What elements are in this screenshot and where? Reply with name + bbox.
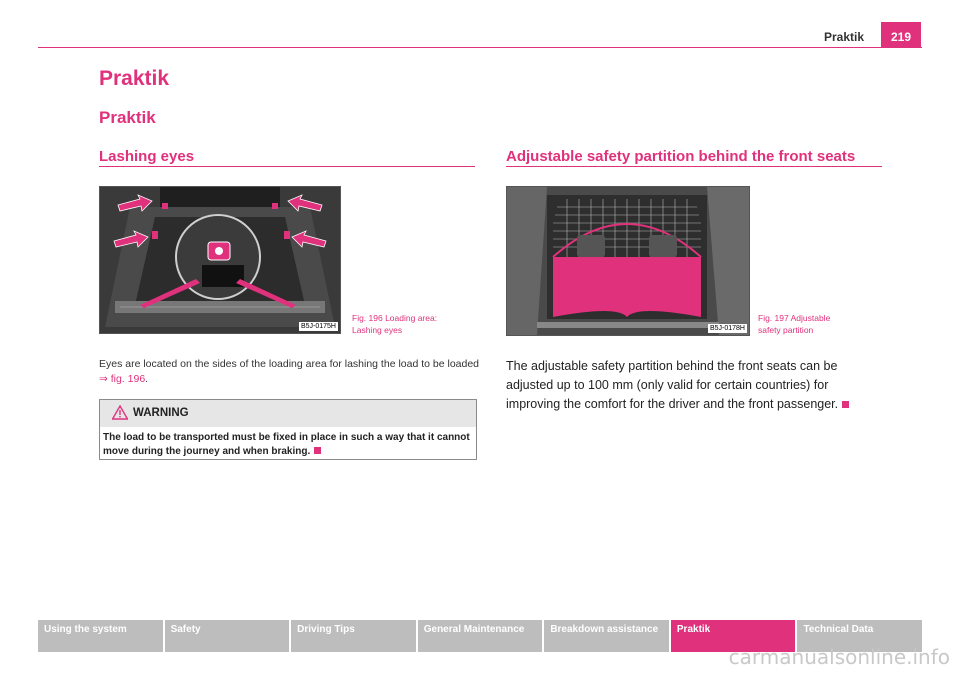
safety-partition-rule [506,166,882,167]
tab-using-the-system[interactable]: Using the system [38,620,163,652]
chapter-title: Praktik [99,67,170,90]
figure-code: B5J-0178H [709,325,745,332]
loading-area-illustration [100,187,340,333]
caption-line-1: Fig. 197 Adjustable [758,313,831,323]
safety-partition-heading: Adjustable safety partition behind the front seats [506,148,856,165]
warning-text: The load to be transported must be fixed in place in such a way that it cannot move during the journey and when braking. [103,432,470,457]
paragraph-text: Eyes are located on the sides of the loading area for lashing the load to be loaded [99,358,480,370]
figure-code: B5J-0175H [300,323,336,330]
safety-partition-illustration [507,187,749,335]
header-rule [38,47,922,48]
section-title: Praktik [99,108,156,127]
lashing-eyes-rule [99,166,475,167]
warning-triangle-icon [112,405,128,420]
end-mark-icon [842,401,849,408]
safety-partition-paragraph: The adjustable safety partition behind the front seats can be adjusted up to 100 mm (only valid for certain countries) for improving the comfort for the driver and the front passenger. [506,357,886,414]
warning-header [100,400,476,427]
caption-line-2: Lashing eyes [352,325,403,335]
warning-box [99,399,477,460]
page-number: 219 [881,22,921,48]
tab-technical-data[interactable]: Technical Data [797,620,922,652]
fig-196-link[interactable]: ⇒ fig. 196 [99,373,146,385]
tab-breakdown-assistance[interactable]: Breakdown assistance [544,620,669,652]
tab-safety[interactable]: Safety [165,620,290,652]
running-header-title: Praktik [823,30,864,44]
figure-197-caption [758,312,830,336]
figure-196-caption [352,312,437,336]
end-mark-icon [314,447,321,454]
watermark-text: carmanualsonline.info [728,645,950,669]
figure-196-lashing-eyes [99,186,341,334]
caption-line-1: Fig. 196 Loading area: [352,313,438,323]
tab-praktik[interactable]: Praktik [671,620,796,652]
tab-driving-tips[interactable]: Driving Tips [291,620,416,652]
figure-197-safety-partition [506,186,750,336]
caption-line-2: safety partition [758,325,814,335]
lashing-eyes-heading: Lashing eyes [99,148,195,165]
tab-general-maintenance[interactable]: General Maintenance [418,620,543,652]
warning-title: WARNING [133,407,189,419]
lashing-eyes-paragraph: Eyes are located on the sides of the loading area for lashing the load to be loaded ⇒ fig. 196. [99,358,480,385]
